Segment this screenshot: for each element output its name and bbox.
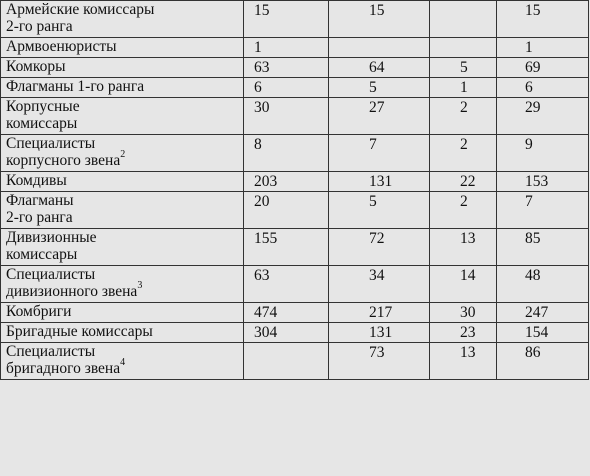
table-row (1, 1, 589, 38)
rank-name-line: Специалисты (6, 343, 96, 360)
value-cell: 131 (329, 172, 430, 192)
value-cell: 30 (244, 98, 329, 135)
table-row (1, 78, 589, 98)
rank-name-line: Комдивы (6, 172, 67, 189)
value-cell: 34 (329, 266, 430, 303)
rank-name-cell (1, 135, 244, 172)
value-cell: 63 (244, 58, 329, 78)
value-cell: 63 (244, 266, 329, 303)
value-cell: 22 (430, 172, 497, 192)
value-cell: 304 (244, 323, 329, 343)
value-cell: 23 (430, 323, 497, 343)
value-cell (430, 38, 497, 58)
value-cell: 30 (430, 303, 497, 323)
value-cell: 13 (430, 229, 497, 266)
rank-name-cell (1, 38, 244, 58)
value-cell: 6 (497, 78, 589, 98)
table-row (1, 172, 589, 192)
rank-name-line: Флагманы (6, 192, 74, 209)
value-cell: 154 (497, 323, 589, 343)
table-row (1, 266, 589, 303)
footnote-marker: 2 (120, 148, 126, 160)
value-cell: 27 (329, 98, 430, 135)
value-cell: 85 (497, 229, 589, 266)
rank-name-line: Комкоры (6, 58, 66, 75)
value-cell: 217 (329, 303, 430, 323)
rank-name-line: дивизионного звена (6, 283, 138, 300)
rank-name-cell (1, 303, 244, 323)
value-cell: 8 (244, 135, 329, 172)
value-cell: 7 (497, 192, 589, 229)
rank-name-line: Специалисты (6, 266, 96, 283)
table-row (1, 192, 589, 229)
ranks-table-body (1, 1, 589, 380)
value-cell: 64 (329, 58, 430, 78)
table-row (1, 98, 589, 135)
table-row (1, 135, 589, 172)
value-cell: 29 (497, 98, 589, 135)
value-cell: 15 (329, 1, 430, 38)
table-row (1, 303, 589, 323)
rank-name-line: Армейские комиссары (6, 1, 155, 18)
value-cell: 155 (244, 229, 329, 266)
value-cell: 73 (329, 343, 430, 380)
value-cell: 15 (497, 1, 589, 38)
value-cell: 13 (430, 343, 497, 380)
value-cell: 72 (329, 229, 430, 266)
value-cell: 5 (329, 78, 430, 98)
value-cell: 5 (329, 192, 430, 229)
rank-name-line: Специалисты (6, 135, 96, 152)
table-row (1, 229, 589, 266)
rank-name-line: корпусного звена (6, 152, 121, 169)
value-cell: 2 (430, 135, 497, 172)
rank-name-line: Корпусные (6, 98, 80, 115)
rank-name-line: бригадного звена (6, 360, 121, 377)
value-cell: 131 (329, 323, 430, 343)
value-cell: 203 (244, 172, 329, 192)
value-cell: 6 (244, 78, 329, 98)
rank-name-line: Армвоенюристы (6, 38, 117, 55)
value-cell: 153 (497, 172, 589, 192)
table-row (1, 38, 589, 58)
value-cell: 474 (244, 303, 329, 323)
rank-name-cell (1, 172, 244, 192)
rank-name-line: Флагманы 1-го ранга (6, 78, 145, 95)
table-row (1, 323, 589, 343)
rank-name-line: Бригадные комиссары (6, 323, 153, 340)
rank-name-line: Комбриги (6, 303, 72, 320)
value-cell: 5 (430, 58, 497, 78)
rank-name-line: 2-го ранга (6, 18, 73, 35)
rank-name-cell (1, 98, 244, 135)
value-cell: 2 (430, 98, 497, 135)
rank-name-line: 2-го ранга (6, 209, 73, 226)
value-cell (430, 1, 497, 38)
value-cell: 86 (497, 343, 589, 380)
rank-name-cell (1, 343, 244, 380)
rank-name-line: комиссары (6, 115, 78, 132)
value-cell: 14 (430, 266, 497, 303)
rank-name-cell (1, 78, 244, 98)
rank-name-cell (1, 58, 244, 78)
table-row (1, 58, 589, 78)
value-cell: 2 (430, 192, 497, 229)
rank-name-cell (1, 266, 244, 303)
rank-name-cell (1, 1, 244, 38)
value-cell: 69 (497, 58, 589, 78)
rank-name-cell (1, 229, 244, 266)
rank-name-line: Дивизионные (6, 229, 97, 246)
value-cell: 1 (244, 38, 329, 58)
value-cell: 48 (497, 266, 589, 303)
value-cell: 20 (244, 192, 329, 229)
footnote-marker: 4 (120, 356, 126, 368)
value-cell: 15 (244, 1, 329, 38)
value-cell (329, 38, 430, 58)
value-cell: 7 (329, 135, 430, 172)
footnote-marker: 3 (137, 279, 143, 291)
value-cell: 9 (497, 135, 589, 172)
value-cell: 1 (497, 38, 589, 58)
value-cell: 247 (497, 303, 589, 323)
rank-name-line: комиссары (6, 246, 78, 263)
table-row (1, 343, 589, 380)
rank-name-cell (1, 192, 244, 229)
value-cell: 1 (430, 78, 497, 98)
rank-name-cell (1, 323, 244, 343)
value-cell (244, 343, 329, 380)
